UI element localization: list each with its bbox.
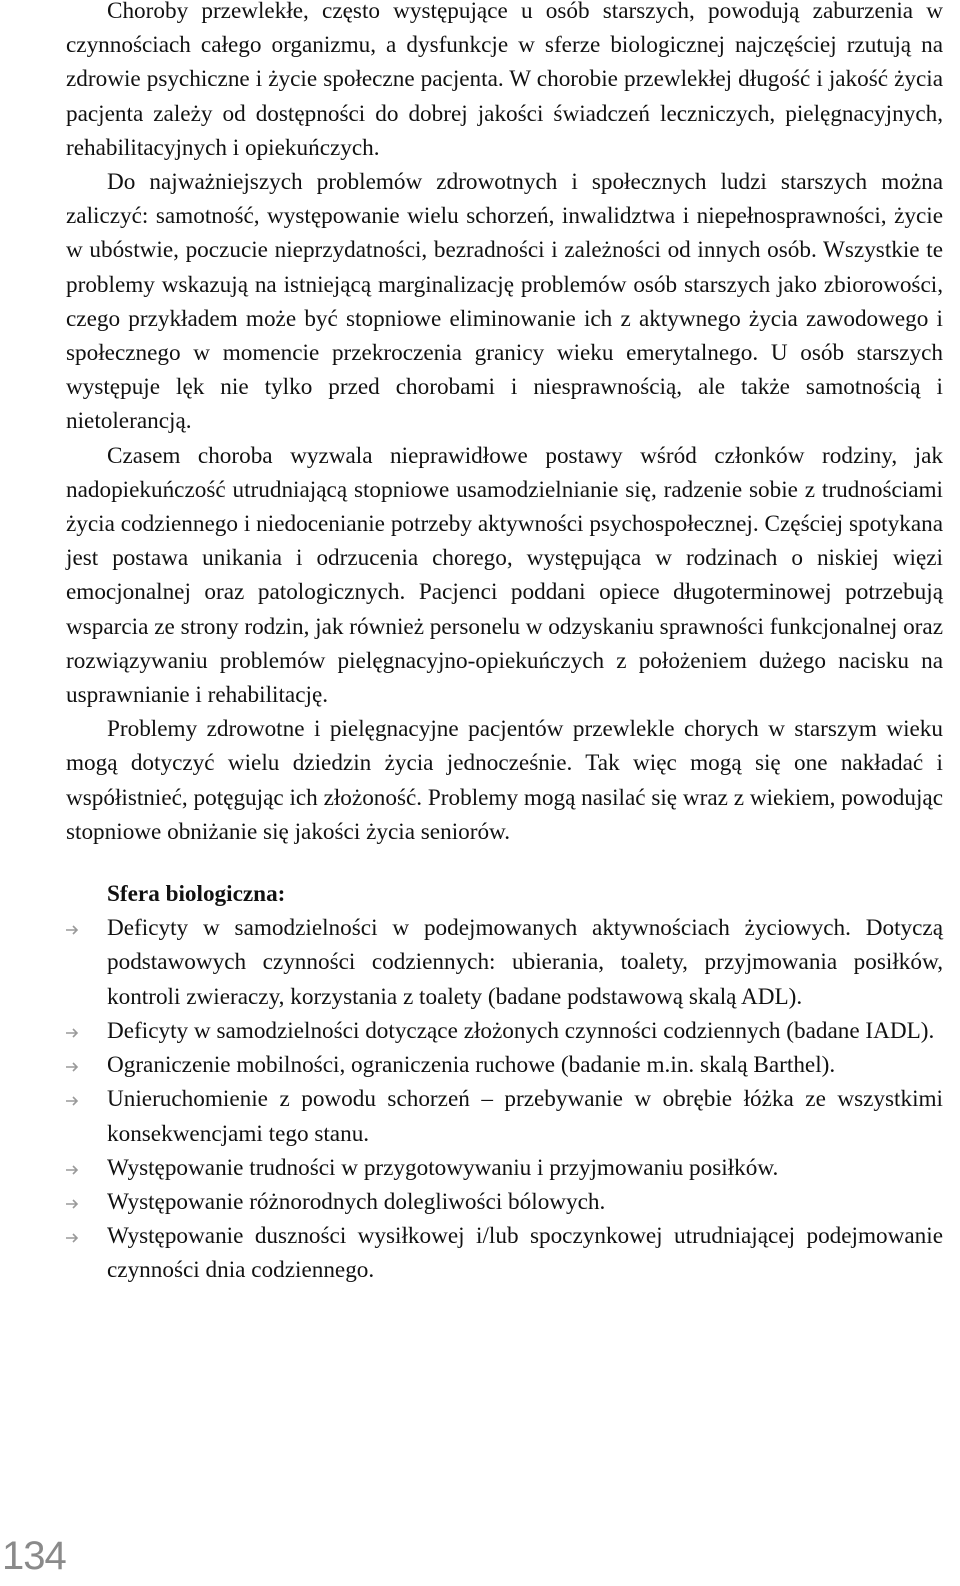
arrow-bullet-icon [66,1199,80,1209]
arrow-bullet-icon [66,1096,80,1106]
list-item [66,1185,943,1219]
list-item-text: Ograniczenie mobilności, ograniczenia ruchowe (badanie m.in. skalą Barthel). [107,1052,836,1079]
paragraph-1: Choroby przewlekłe, często występujące u osób starszych, powodują zaburzenia w czynnościach całego organizmu, a dysfunkcje w sferze biologicznej najczęściej rzutują na zdrowie psychiczne i życie społeczne pacjenta. W chorobie przewlekłej długość i jakość życia pacjenta zależy od dostępności do dobrej jakości świadczeń leczniczych, pielęgnacyjnych, rehabilitacyjnych i opiekuńczych. [66,0,943,161]
page-body [66,0,943,1288]
bullet-list [66,911,943,1287]
paragraph-4: Problemy zdrowotne i pielęgnacyjne pacjentów przewlekle chorych w starszym wieku mogą dotyczyć wielu dziedzin życia jednocześnie. Tak więc mogą się one nakładać i współistnieć, potęgując ich złożoność. Problemy mogą nasilać się wraz z wiekiem, powodując stopniowe obniżanie się jakości życia seniorów. [66,716,944,845]
list-item-text: Unieruchomienie z powodu schorzeń – przebywanie w obrębie łóżka ze wszystkimi konsekwencjami tego stanu. [107,1086,943,1147]
list-item-text: Występowanie trudności w przygotowywaniu i przyjmowaniu posiłków. [107,1154,779,1181]
list-item-text: Występowanie duszności wysiłkowej i/lub spoczynkowej utrudniającej podejmowanie czynności dnia codziennego. [107,1223,943,1284]
section-title: Sfera biologiczna: [107,881,286,908]
list-item-text: Deficyty w samodzielności dotyczące złożonych czynności codziennych (badane IADL). [107,1017,935,1044]
arrow-bullet-icon [66,1233,80,1243]
list-item [66,1151,943,1185]
list-item [66,1082,943,1150]
arrow-bullet-icon [66,1028,80,1038]
list-item-text: Deficyty w samodzielności w podejmowanych aktywnościach życiowych. Dotyczą podstawowych czynności codziennych: ubierania, toalety, przyjmowania posiłków, kontroli zwieraczy, korzystania z toalety (badane podstawową skalą ADL). [107,915,943,1010]
paragraph-2: Do najważniejszych problemów zdrowotnych i społecznych ludzi starszych można zaliczyć: samotność, występowanie wielu schorzeń, inwalidztwa i niepełnosprawności, życie w ubóstwie, poczucie nieprzydatności, bezradności i zależności od innych osób. Wszystkie te problemy wskazują na istniejącą marginalizację problemów osób starszych jako zbiorowości, czego przykładem może być stopniowe eliminowanie ich z aktywnego życia zawodowego i społecznego w momencie przekroczenia granicy wieku emerytalnego. U osób starszych występuje lęk nie tylko przed chorobami i niesprawnością, ale także samotnością i nietolerancją. [66,169,943,435]
arrow-bullet-icon [66,1165,80,1175]
list-item [66,1014,943,1048]
arrow-bullet-icon [66,1062,80,1072]
arrow-bullet-icon [66,925,80,935]
list-item [66,1219,943,1287]
list-item [66,911,943,1014]
list-item [66,1048,943,1082]
page-number: 134 [2,1534,66,1578]
paragraph-3: Czasem choroba wyzwala nieprawidłowe postawy wśród członków rodziny, jak nadopiekuńczość utrudniającą stopniowe usamodzielnianie się, radzenie sobie z trudnościami życia codziennego i niedocenianie potrzeby aktywności psychospołecznej. Częściej spotykana jest postawa unikania i odrzucenia chorego, występująca w rodzinach o niskiej więzi emocjonalnej oraz patologicznych. Pacjenci poddani opiece długoterminowej potrzebują wsparcia ze strony rodzin, jak również personelu w odzyskaniu sprawności funkcjonalnej oraz rozwiązywaniu problemów pielęgnacyjno-opiekuńczych z położeniem dużego nacisku na usprawnianie i rehabilitację. [66,442,943,709]
list-item-text: Występowanie różnorodnych dolegliwości bólowych. [107,1188,606,1215]
